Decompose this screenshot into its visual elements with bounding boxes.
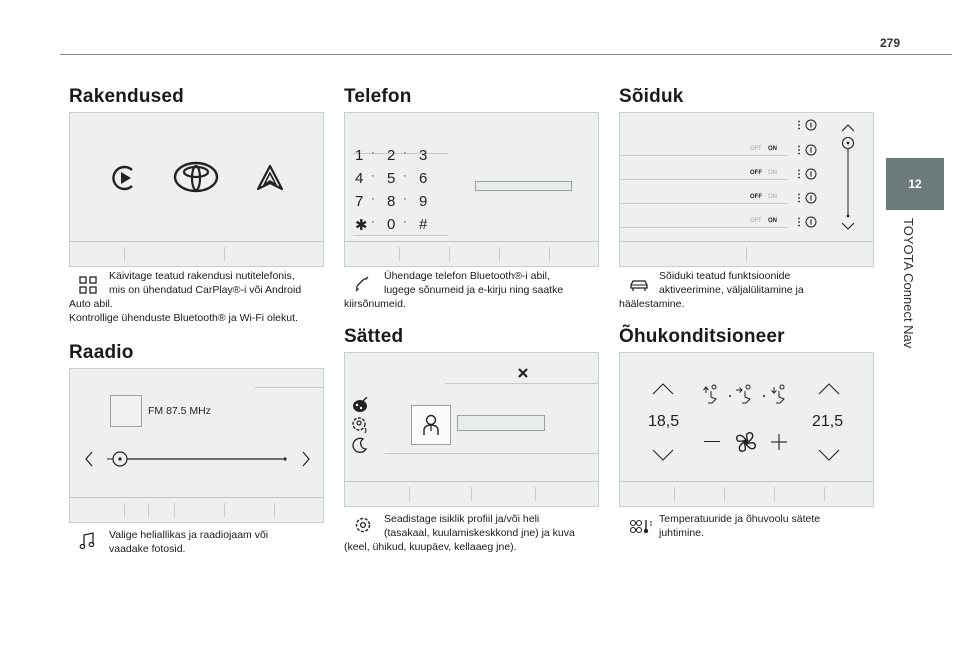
settings-bar-divider bbox=[471, 487, 472, 501]
climate-title: Õhukonditsioneer bbox=[619, 326, 785, 347]
android-auto-icon bbox=[255, 163, 285, 193]
climate-bar-divider bbox=[774, 487, 775, 501]
radio-bar-divider bbox=[148, 503, 149, 517]
apps-desc-line: mis on ühendatud CarPlay®-i või Android bbox=[109, 284, 302, 296]
radio-bar-divider bbox=[124, 503, 125, 517]
radio-tuner-bar bbox=[85, 447, 310, 471]
settings-desc-line: (keel, ühikud, kuupäev, kellaaeg jne). bbox=[344, 541, 517, 553]
toggle-off-label: OFF bbox=[750, 170, 762, 176]
radio-description bbox=[69, 528, 344, 556]
right-temp-down-icon bbox=[818, 449, 840, 461]
left-temperature: 18,5 bbox=[648, 413, 680, 430]
radio-station-label: FM 87.5 MHz bbox=[148, 405, 212, 417]
vehicle-title: Sõiduk bbox=[619, 86, 684, 107]
chapter-title: TOYOTA Connect Nav bbox=[901, 218, 916, 349]
toggle-on-label: ON bbox=[768, 194, 777, 200]
radio-title: Raadio bbox=[69, 342, 134, 363]
apps-bottom-bar bbox=[70, 241, 323, 242]
phone-desc-line: lugege sõnumeid ja e-kirju ning saatke bbox=[384, 284, 564, 296]
station-artwork bbox=[110, 395, 142, 427]
dialpad-key: 5 bbox=[387, 170, 396, 187]
dialpad-key: 7 bbox=[355, 193, 364, 210]
apps-desc-line: Käivitage teatud rakendusi nutitelefonis, bbox=[109, 270, 295, 282]
dialpad-key: 8 bbox=[387, 193, 396, 210]
settings-description bbox=[344, 512, 619, 554]
phone-bar-divider bbox=[549, 247, 550, 261]
fan-icon bbox=[731, 427, 761, 457]
dialpad-separator: · bbox=[371, 147, 375, 159]
toggle-on-label: ON bbox=[768, 146, 777, 152]
vehicle-row-rule bbox=[620, 203, 788, 204]
close-icon bbox=[517, 367, 529, 379]
fan-minus-icon bbox=[704, 441, 720, 442]
apps-description bbox=[69, 269, 344, 325]
apps-bar-divider bbox=[224, 247, 225, 261]
info-icon bbox=[796, 216, 820, 228]
climate-screen bbox=[619, 352, 874, 507]
dialpad-separator: · bbox=[371, 193, 375, 205]
settings-bar-divider bbox=[535, 487, 536, 501]
vehicle-toggle bbox=[750, 170, 777, 176]
vehicle-row-rule bbox=[620, 179, 788, 180]
radio-desc-line: vaadake fotosid. bbox=[109, 543, 186, 555]
dialpad-key: 0 bbox=[387, 216, 396, 233]
settings-bottom-bar bbox=[345, 481, 598, 482]
dialpad-key: 2 bbox=[387, 147, 396, 164]
settings-title: Sätted bbox=[344, 326, 404, 347]
settings-screen bbox=[344, 352, 599, 507]
toyota-logo-icon bbox=[173, 161, 219, 193]
dialpad-separator: · bbox=[403, 147, 407, 159]
audio-settings-icon bbox=[351, 397, 369, 413]
phone-bar-divider bbox=[399, 247, 400, 261]
dialpad-separator: · bbox=[371, 170, 375, 182]
vehicle-toggle bbox=[750, 146, 777, 152]
climate-description bbox=[619, 512, 894, 540]
vehicle-desc-line: aktiveerimine, väljalülitamine ja bbox=[659, 284, 804, 296]
dialpad-key: 4 bbox=[355, 170, 364, 187]
dialpad-key: 1 bbox=[355, 147, 364, 164]
vehicle-row-rule bbox=[620, 227, 788, 228]
profile-name-field bbox=[457, 415, 545, 431]
apps-desc-line: Kontrollige ühenduste Bluetooth® ja Wi-Fi olekut. bbox=[69, 312, 298, 324]
phone-bottom-bar bbox=[345, 241, 598, 242]
phone-screen bbox=[344, 112, 599, 267]
toggle-off-label: OFF bbox=[750, 146, 762, 152]
dialpad-key: 6 bbox=[419, 170, 428, 187]
carplay-icon bbox=[110, 163, 140, 193]
toggle-off-label: OFF bbox=[750, 194, 762, 200]
vehicle-screen bbox=[619, 112, 874, 267]
settings-bar-divider bbox=[409, 487, 410, 501]
radio-top-rule bbox=[255, 387, 323, 388]
dialpad-separator: · bbox=[403, 193, 407, 205]
airflow-mode-icons bbox=[702, 383, 798, 405]
phone-bar-divider bbox=[449, 247, 450, 261]
dialpad-key: 3 bbox=[419, 147, 428, 164]
apps-bar-divider bbox=[124, 247, 125, 261]
fan-plus-icon bbox=[770, 433, 788, 451]
dialpad-key: ✱ bbox=[355, 217, 368, 234]
vehicle-toggle bbox=[750, 194, 777, 200]
header-rule bbox=[60, 54, 952, 55]
apps-screen bbox=[69, 112, 324, 267]
toggle-on-label: ON bbox=[768, 170, 777, 176]
right-temperature: 21,5 bbox=[812, 413, 844, 430]
climate-bottom-bar bbox=[620, 481, 873, 482]
profile-avatar-box bbox=[411, 405, 451, 445]
phone-desc-line: kiirsõnumeid. bbox=[344, 298, 406, 310]
user-profile-icon bbox=[421, 414, 441, 436]
radio-bar-divider bbox=[174, 503, 175, 517]
settings-desc-line: (tasakaal, kuulamiskeskkond jne) ja kuva bbox=[384, 527, 575, 539]
climate-bar-divider bbox=[724, 487, 725, 501]
phone-number-field bbox=[475, 181, 572, 191]
left-temp-up-icon bbox=[652, 383, 674, 395]
vehicle-desc-line: Sõiduki teatud funktsioonide bbox=[659, 270, 791, 282]
phone-bar-divider bbox=[499, 247, 500, 261]
info-icon bbox=[796, 192, 820, 204]
dialpad-separator: · bbox=[403, 170, 407, 182]
climate-desc-line: Temperatuuride ja õhuvoolu sätete bbox=[659, 513, 821, 525]
radio-bar-divider bbox=[274, 503, 275, 517]
vehicle-row-rule bbox=[620, 155, 788, 156]
right-temp-up-icon bbox=[818, 383, 840, 395]
toggle-on-label: ON bbox=[768, 218, 777, 224]
moon-icon bbox=[352, 437, 368, 453]
vehicle-bar-divider bbox=[746, 247, 747, 261]
vehicle-toggle bbox=[750, 218, 777, 224]
dialpad bbox=[355, 147, 445, 237]
radio-bottom-bar bbox=[70, 497, 323, 498]
dialpad-key: 9 bbox=[419, 193, 428, 210]
settings-content-rule bbox=[385, 453, 598, 454]
climate-desc-line: juhtimine. bbox=[659, 527, 704, 539]
page-number: 279 bbox=[879, 36, 900, 50]
phone-desc-line: Ühendage telefon Bluetooth®-i abil, bbox=[384, 270, 550, 282]
profile-settings-icon bbox=[351, 416, 371, 434]
phone-title: Telefon bbox=[344, 86, 412, 107]
dialpad-key: # bbox=[419, 216, 428, 233]
vehicle-description bbox=[619, 269, 894, 311]
chapter-side-label bbox=[880, 218, 936, 418]
chapter-tab: 12 bbox=[886, 158, 944, 210]
apps-title: Rakendused bbox=[69, 86, 184, 107]
radio-bar-divider bbox=[224, 503, 225, 517]
climate-bar-divider bbox=[674, 487, 675, 501]
climate-bar-divider bbox=[824, 487, 825, 501]
left-temp-down-icon bbox=[652, 449, 674, 461]
settings-desc-line: Seadistage isiklik profiil ja/või heli bbox=[384, 513, 540, 525]
vehicle-bottom-bar bbox=[620, 241, 873, 242]
vehicle-options-list bbox=[620, 113, 840, 241]
info-icon bbox=[796, 119, 820, 131]
vehicle-desc-line: häälestamine. bbox=[619, 298, 685, 310]
apps-desc-line: Auto abil. bbox=[69, 298, 113, 310]
radio-screen bbox=[69, 368, 324, 523]
vehicle-scrollbar bbox=[838, 123, 858, 231]
info-icon bbox=[796, 144, 820, 156]
dialpad-separator: · bbox=[403, 216, 407, 228]
settings-header-rule bbox=[445, 383, 598, 384]
toggle-off-label: OFF bbox=[750, 218, 762, 224]
dialpad-separator: · bbox=[371, 216, 375, 228]
radio-desc-line: Valige heliallikas ja raadiojaam või bbox=[109, 529, 269, 541]
info-icon bbox=[796, 168, 820, 180]
phone-description bbox=[344, 269, 619, 311]
